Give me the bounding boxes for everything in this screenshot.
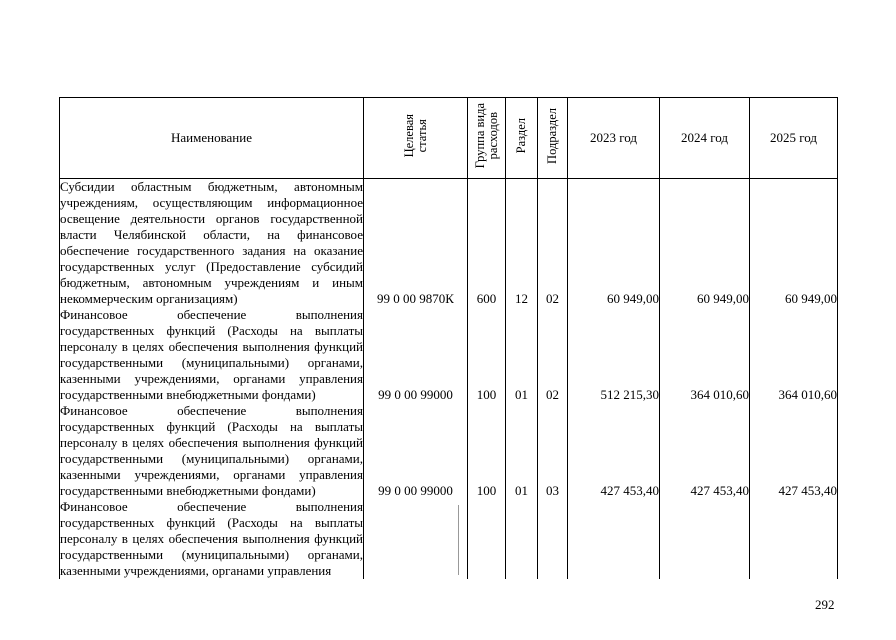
row-section: 12 [506,179,538,308]
row-2024: 60 949,00 [660,179,750,308]
row-2024: 427 453,40 [660,403,750,499]
row-group: 600 [468,179,506,308]
row-subsection: 02 [538,307,568,403]
table-row [60,307,838,403]
header-section: Раздел [506,98,538,179]
row-section: 01 [506,307,538,403]
row-target: 99 0 00 99000 [364,307,468,403]
table-row [60,499,838,579]
row-name: Субсидии областным бюджетным, автономным учреждениям, осуществляющим информационное освещение деятельности органов государственной власти Челябинской области, на финансовое обеспечение государственного задания на оказание государственных услуг (Предоставление субсидий бюджетным, автономным учреждениям и иным некоммерческим организациям) [60,179,363,306]
row-name: Финансовое обеспечение выполнения государственных функций (Расходы на выплаты персоналу в целях обеспечения выполнения функций государственными (муниципальными) органами, казенными учреждениями, органами управления государственными внебюджетными фондами) [60,307,363,402]
header-name: Наименование [60,98,364,179]
row-2025: 427 453,40 [750,403,838,499]
row-2023: 427 453,40 [568,403,660,499]
header-group: Группа вида расходов [468,98,506,179]
header-2024: 2024 год [660,98,750,179]
header-2025: 2025 год [750,98,838,179]
row-subsection: 03 [538,403,568,499]
row-target: 99 0 00 99000 [364,403,468,499]
row-group [468,499,506,579]
header-2023: 2023 год [568,98,660,179]
row-2025 [750,499,838,579]
row-target: 99 0 00 9870К [364,179,468,308]
row-subsection: 02 [538,179,568,308]
row-subsection [538,499,568,579]
row-2023: 60 949,00 [568,179,660,308]
header-target: Целевая статья [364,98,468,179]
page-number: 292 [815,597,835,612]
row-target [364,499,468,579]
row-2025: 60 949,00 [750,179,838,308]
row-name: Финансовое обеспечение выполнения государственных функций (Расходы на выплаты персоналу в целях обеспечения выполнения функций государственными (муниципальными) органами, казенными учреждениями, органами управления государственными внебюджетными фондами) [60,403,363,498]
row-2023: 512 215,30 [568,307,660,403]
row-group: 100 [468,307,506,403]
row-2023 [568,499,660,579]
row-section [506,499,538,579]
row-2024 [660,499,750,579]
row-2025: 364 010,60 [750,307,838,403]
row-2024: 364 010,60 [660,307,750,403]
row-name: Финансовое обеспечение выполнения государственных функций (Расходы на выплаты персоналу в целях обеспечения выполнения функций государственными (муниципальными) органами, казенными учреждениями, органами управления [60,499,363,578]
budget-table [59,97,838,579]
table-row [60,403,838,499]
row-group: 100 [468,403,506,499]
table-header-row [60,98,838,179]
scan-artifact-line [458,505,459,575]
table-row [60,179,838,308]
header-subsection: Подраздел [538,98,568,179]
row-section: 01 [506,403,538,499]
